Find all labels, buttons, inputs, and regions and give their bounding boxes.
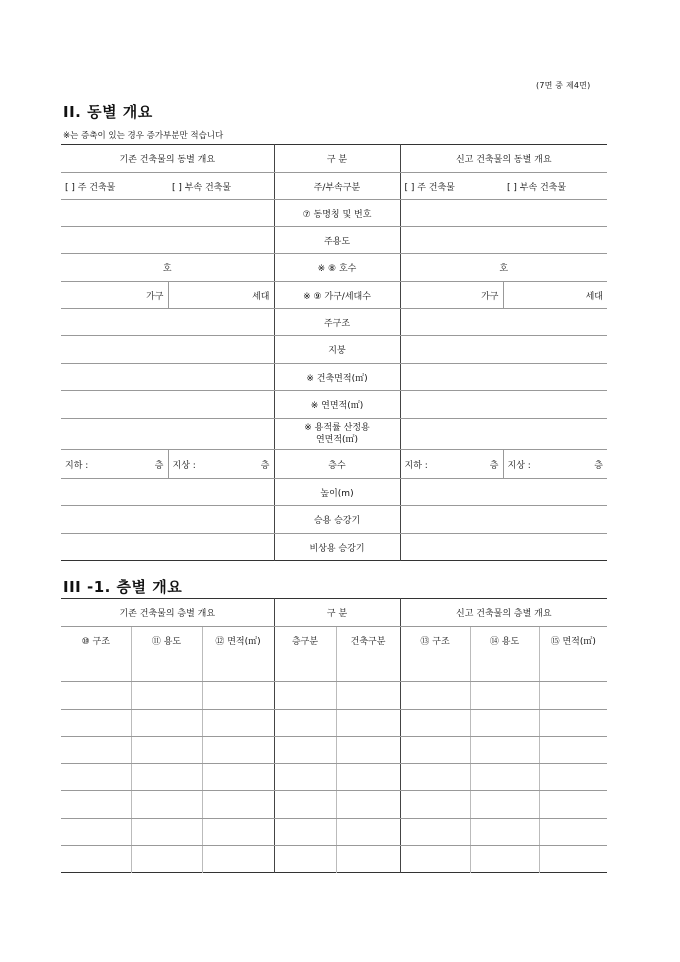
page-number: (7면 중 제4면): [536, 81, 591, 90]
basement-label: 지하 :: [404, 460, 428, 471]
floor-cell[interactable]: [61, 709, 131, 736]
section-title-building-overview: II. 동별 개요: [63, 103, 153, 121]
floor-cell[interactable]: [470, 655, 539, 682]
floor-row: [61, 709, 607, 736]
floor-cell[interactable]: [131, 682, 202, 709]
header-category: 구 분: [274, 145, 400, 173]
floor-unit: 층: [154, 460, 164, 471]
reported-roof-field[interactable]: [400, 336, 607, 364]
building-overview-table: [61, 144, 607, 561]
existing-emergency-elevator-field[interactable]: [61, 534, 274, 561]
row-label-building-area: ※ 건축면적(㎡): [274, 364, 400, 391]
reported-basement-field[interactable]: [400, 450, 503, 479]
existing-building-area-field[interactable]: [61, 364, 274, 391]
floor-cell[interactable]: [400, 655, 470, 682]
floor-cell[interactable]: [274, 818, 336, 845]
col-existing-area: ⑫ 면적(㎡): [202, 627, 274, 655]
basement-label: 지하 :: [65, 460, 89, 471]
floor-cell[interactable]: [539, 709, 607, 736]
floor-cell[interactable]: [400, 791, 470, 818]
reported-height-field[interactable]: [400, 479, 607, 506]
section-note: ※는 증축이 있는 경우 증가부분만 적습니다: [63, 131, 224, 141]
existing-name-field[interactable]: [61, 200, 274, 227]
reported-passenger-elevator-field[interactable]: [400, 506, 607, 534]
floor-rows: [61, 655, 607, 873]
floor-row: [61, 655, 607, 682]
floor-cell[interactable]: [202, 709, 274, 736]
main-sub-label: 주/부속구분: [274, 173, 400, 200]
floor-cell[interactable]: [470, 736, 539, 763]
reported-total-area-field[interactable]: [400, 391, 607, 419]
floor-cell[interactable]: [336, 791, 400, 818]
floor-cell[interactable]: [274, 846, 336, 873]
reported-building-area-field[interactable]: [400, 364, 607, 391]
existing-height-field[interactable]: [61, 479, 274, 506]
above-label: 지상 :: [172, 460, 196, 471]
far-area-line1: ※ 용적률 산정용: [304, 423, 370, 433]
floor-header-existing: 기존 건축물의 층별 개요: [61, 599, 274, 627]
floor-cell[interactable]: [470, 709, 539, 736]
reported-far-area-field[interactable]: [400, 419, 607, 450]
floor-cell[interactable]: [131, 736, 202, 763]
floor-cell[interactable]: [274, 655, 336, 682]
floor-cell[interactable]: [131, 818, 202, 845]
floor-cell[interactable]: [61, 764, 131, 791]
col-existing-structure: ⑩ 구조: [61, 627, 131, 655]
floor-cell[interactable]: [61, 818, 131, 845]
floor-cell[interactable]: [539, 818, 607, 845]
existing-households-field[interactable]: 가구: [61, 282, 168, 309]
floor-cell[interactable]: [539, 682, 607, 709]
reported-name-field[interactable]: [400, 200, 607, 227]
floor-cell[interactable]: [470, 818, 539, 845]
floor-row: [61, 846, 607, 873]
floor-cell[interactable]: [336, 655, 400, 682]
existing-roof-field[interactable]: [61, 336, 274, 364]
floor-cell[interactable]: [274, 709, 336, 736]
row-label-far-area: [274, 419, 400, 450]
far-area-line2: 연면적(㎡): [315, 435, 359, 445]
floor-header-category: 구 분: [274, 599, 400, 627]
reported-households-field[interactable]: 가구: [400, 282, 503, 309]
ho-unit: 호: [499, 264, 509, 274]
row-label-total-area: ※ 연면적(㎡): [274, 391, 400, 419]
reported-emergency-elevator-field[interactable]: [400, 534, 607, 561]
floor-cell[interactable]: [202, 682, 274, 709]
floor-row: [61, 818, 607, 845]
above-label: 지상 :: [507, 460, 531, 471]
floor-cell[interactable]: [274, 682, 336, 709]
header-existing: 기존 건축물의 동별 개요: [61, 145, 274, 173]
floor-unit: 층: [260, 460, 270, 471]
row-label-use: 주용도: [274, 227, 400, 254]
floor-row: [61, 682, 607, 709]
floor-cell[interactable]: [336, 764, 400, 791]
floor-cell[interactable]: [400, 709, 470, 736]
floor-cell[interactable]: [61, 682, 131, 709]
col-reported-area: ⑮ 면적(㎡): [550, 637, 596, 648]
floor-cell[interactable]: [274, 736, 336, 763]
row-label-roof: 지붕: [274, 336, 400, 364]
floor-cell[interactable]: [202, 764, 274, 791]
row-label-name: ⑦ 동명칭 및 번호: [274, 200, 400, 227]
floor-cell[interactable]: [539, 791, 607, 818]
existing-sub-checkbox[interactable]: [ ] 부속 건축물: [168, 173, 274, 200]
floor-cell[interactable]: [131, 764, 202, 791]
floor-cell[interactable]: [470, 846, 539, 873]
floor-cell[interactable]: [400, 682, 470, 709]
col-construction-type: 건축구분: [336, 627, 400, 655]
floor-cell[interactable]: [202, 818, 274, 845]
row-label-passenger-elevator: 승용 승강기: [274, 506, 400, 534]
floor-cell[interactable]: [202, 791, 274, 818]
existing-ho-field[interactable]: [61, 254, 274, 282]
reported-use-field[interactable]: [400, 227, 607, 254]
floor-cell[interactable]: [202, 846, 274, 873]
row-label-households: ※ ⑨ 가구/세대수: [274, 282, 400, 309]
reported-ho-field[interactable]: [400, 254, 607, 282]
floor-row: [61, 791, 607, 818]
row-label-floors: 층수: [274, 450, 400, 479]
ho-unit: 호: [162, 264, 172, 274]
floor-cell[interactable]: [400, 818, 470, 845]
row-label-ho: ※ ⑧ 호수: [274, 254, 400, 282]
floor-cell[interactable]: [202, 655, 274, 682]
floor-cell[interactable]: [470, 764, 539, 791]
col-floor-division: 층구분: [274, 627, 336, 655]
floor-overview-table: [61, 598, 607, 873]
floor-cell[interactable]: [274, 764, 336, 791]
col-reported-use: ⑭ 용도: [470, 627, 539, 655]
existing-units-field[interactable]: 세대: [168, 282, 274, 309]
floor-cell[interactable]: [470, 682, 539, 709]
floor-cell[interactable]: [131, 709, 202, 736]
existing-use-field[interactable]: [61, 227, 274, 254]
floor-cell[interactable]: [336, 818, 400, 845]
floor-cell[interactable]: [61, 736, 131, 763]
floor-cell[interactable]: [400, 846, 470, 873]
floor-row: [61, 736, 607, 763]
existing-total-area-field[interactable]: [61, 391, 274, 419]
reported-structure-field[interactable]: [400, 309, 607, 336]
existing-structure-field[interactable]: [61, 309, 274, 336]
reported-units-field[interactable]: 세대: [503, 282, 607, 309]
floor-cell[interactable]: [539, 736, 607, 763]
floor-cell[interactable]: [274, 791, 336, 818]
floor-unit: 층: [594, 460, 603, 471]
floor-cell[interactable]: [61, 791, 131, 818]
floor-cell[interactable]: [202, 736, 274, 763]
floor-cell[interactable]: [539, 846, 607, 873]
row-label-emergency-elevator: 비상용 승강기: [274, 534, 400, 561]
section-title-floor-overview: III -1. 층별 개요: [63, 578, 183, 596]
col-existing-use: ⑪ 용도: [131, 627, 202, 655]
floor-header-reported: 신고 건축물의 층별 개요: [400, 599, 607, 627]
floor-cell[interactable]: [61, 846, 131, 873]
floor-cell[interactable]: [470, 791, 539, 818]
col-reported-structure: ⑬ 구조: [400, 627, 470, 655]
floor-cell[interactable]: [539, 655, 607, 682]
existing-far-area-field[interactable]: [61, 419, 274, 450]
floor-cell[interactable]: [336, 736, 400, 763]
floor-cell[interactable]: [336, 846, 400, 873]
floor-cell[interactable]: [400, 764, 470, 791]
floor-cell[interactable]: [400, 736, 470, 763]
floor-cell[interactable]: [131, 846, 202, 873]
reported-main-checkbox[interactable]: [ ] 주 건축물: [400, 173, 503, 200]
floor-row: [61, 764, 607, 791]
reported-sub-checkbox[interactable]: [ ] 부속 건축물: [503, 173, 607, 200]
floor-cell[interactable]: [539, 764, 607, 791]
floor-cell[interactable]: [131, 791, 202, 818]
existing-main-checkbox[interactable]: [ ] 주 건축물: [61, 173, 168, 200]
floor-cell[interactable]: [336, 709, 400, 736]
floor-cell[interactable]: [131, 655, 202, 682]
existing-above-field[interactable]: [168, 450, 274, 479]
floor-cell[interactable]: [61, 655, 131, 682]
floor-cell[interactable]: [336, 682, 400, 709]
floor-unit: 층: [489, 460, 499, 471]
existing-basement-field[interactable]: [61, 450, 168, 479]
existing-passenger-elevator-field[interactable]: [61, 506, 274, 534]
reported-above-field[interactable]: [503, 450, 607, 479]
row-label-structure: 주구조: [274, 309, 400, 336]
row-label-height: 높이(m): [274, 479, 400, 506]
header-reported: 신고 건축물의 동별 개요: [400, 145, 607, 173]
